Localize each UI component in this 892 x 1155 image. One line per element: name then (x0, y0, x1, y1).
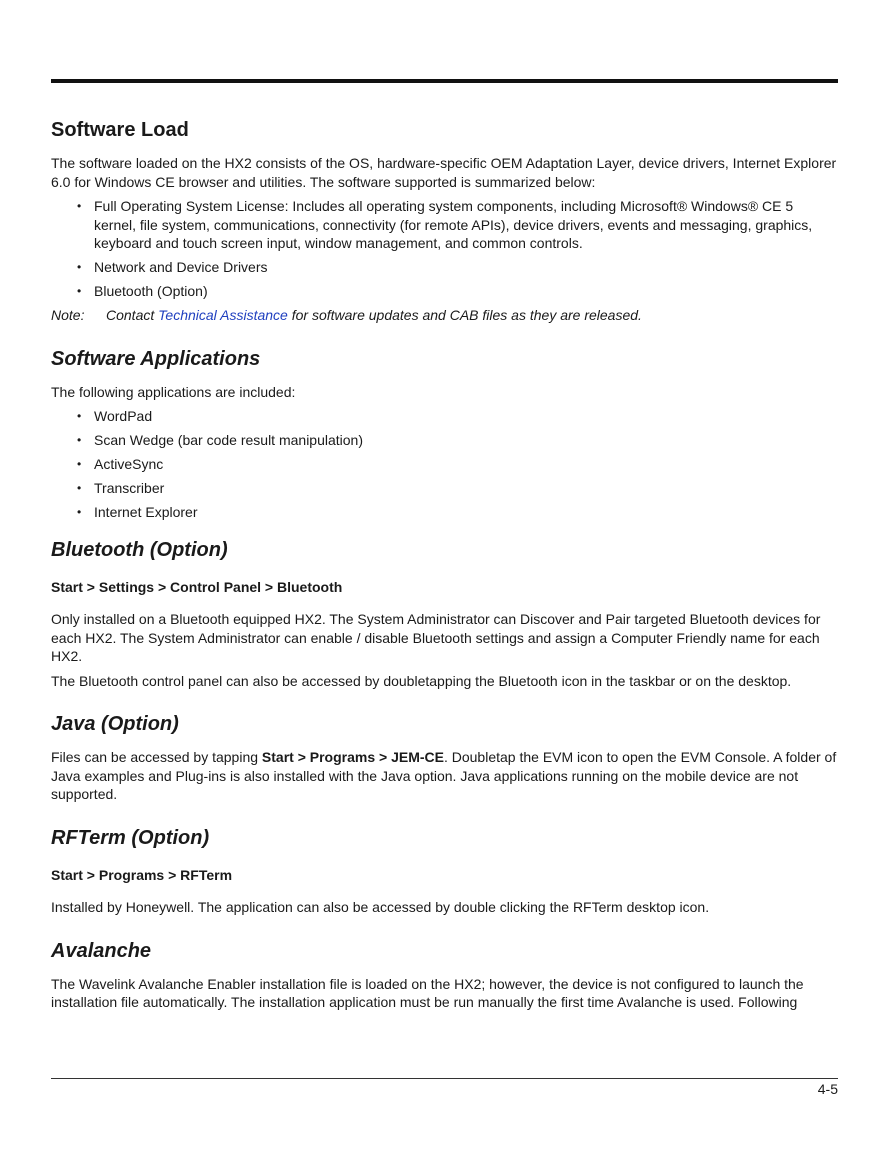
heading-java: Java (Option) (51, 713, 179, 735)
list-item: • ActiveSync (94, 455, 838, 474)
list-item: • Scan Wedge (bar code result manipulation) (94, 431, 838, 450)
heading-bluetooth: Bluetooth (Option) (51, 538, 228, 561)
list-item: • Network and Device Drivers (94, 258, 838, 277)
note-label: Note: (51, 307, 85, 323)
software-load-list (51, 197, 838, 301)
rfterm-path: Start > Programs > RFTerm (51, 866, 233, 883)
heading-avalanche: Avalanche (51, 939, 152, 962)
list-item: • WordPad (94, 407, 838, 426)
list-item: • Internet Explorer (94, 503, 838, 522)
software-applications-list (51, 407, 838, 522)
java-text-pre: Files can be accessed by tapping (51, 749, 262, 765)
heading-software-load: Software Load (51, 119, 189, 141)
rfterm-para: Installed by Honeywell. The application can also be accessed by double clicking the RFTerm desktop icon. (51, 899, 710, 915)
java-path: Start > Programs > JEM-CE (261, 749, 444, 765)
bluetooth-para-1: Only installed on a Bluetooth equipped HX2. The System Administrator can Discover and Pair targeted Bluetooth devices for each HX2. The System Administrator can enable / disable Bluetooth settings and assign a Computer Friendly name for each HX2. (51, 611, 821, 664)
note-text-post: for software updates and CAB files as they are released. (287, 307, 642, 323)
top-rule (51, 79, 838, 83)
technical-assistance-link[interactable]: Technical Assistance (158, 307, 288, 323)
note (51, 306, 838, 325)
bluetooth-path: Start > Settings > Control Panel > Bluetooth (51, 578, 343, 595)
software-applications-intro: The following applications are included: (51, 383, 296, 400)
page-number: 4-5 (817, 1081, 838, 1097)
page-content (51, 116, 838, 1012)
heading-software-applications: Software Applications (51, 347, 261, 370)
note-text-pre: Contact (106, 307, 159, 323)
list-item: • Transcriber (94, 479, 838, 498)
bluetooth-para-2: The Bluetooth control panel can also be accessed by doubletapping the Bluetooth icon in the taskbar or on the desktop. (51, 672, 792, 689)
bottom-rule (51, 1078, 838, 1079)
software-load-intro: The software loaded on the HX2 consists of the OS, hardware-specific OEM Adaptation Layer, device drivers, Internet Explorer 6.0 for Windows CE browser and utilities. The software supported is summarized below: (51, 155, 837, 190)
list-item: • Full Operating System License: Includes all operating system components, including Microsoft® Windows® CE 5 kernel, file system, communications, connectivity (for remote APIs), device drivers, events and messaging, graphics, keyboard and touch screen input, window management, and common controls. (94, 197, 838, 253)
avalanche-para: The Wavelink Avalanche Enabler installation file is loaded on the HX2; however, the device is not configured to launch the installation file automatically. The installation application must be run manually the first time Avalanche is used. Following (51, 975, 804, 1010)
list-item: • Bluetooth (Option) (94, 282, 838, 301)
java-para (51, 748, 838, 804)
heading-rfterm: RFTerm (Option) (51, 826, 210, 849)
java-text-post: . Doubletap the EVM icon to open the EVM Console. A folder of Java examples and Plug-ins is also installed with the Java option. Java applications running on the mobile device are not supported. (51, 749, 837, 802)
